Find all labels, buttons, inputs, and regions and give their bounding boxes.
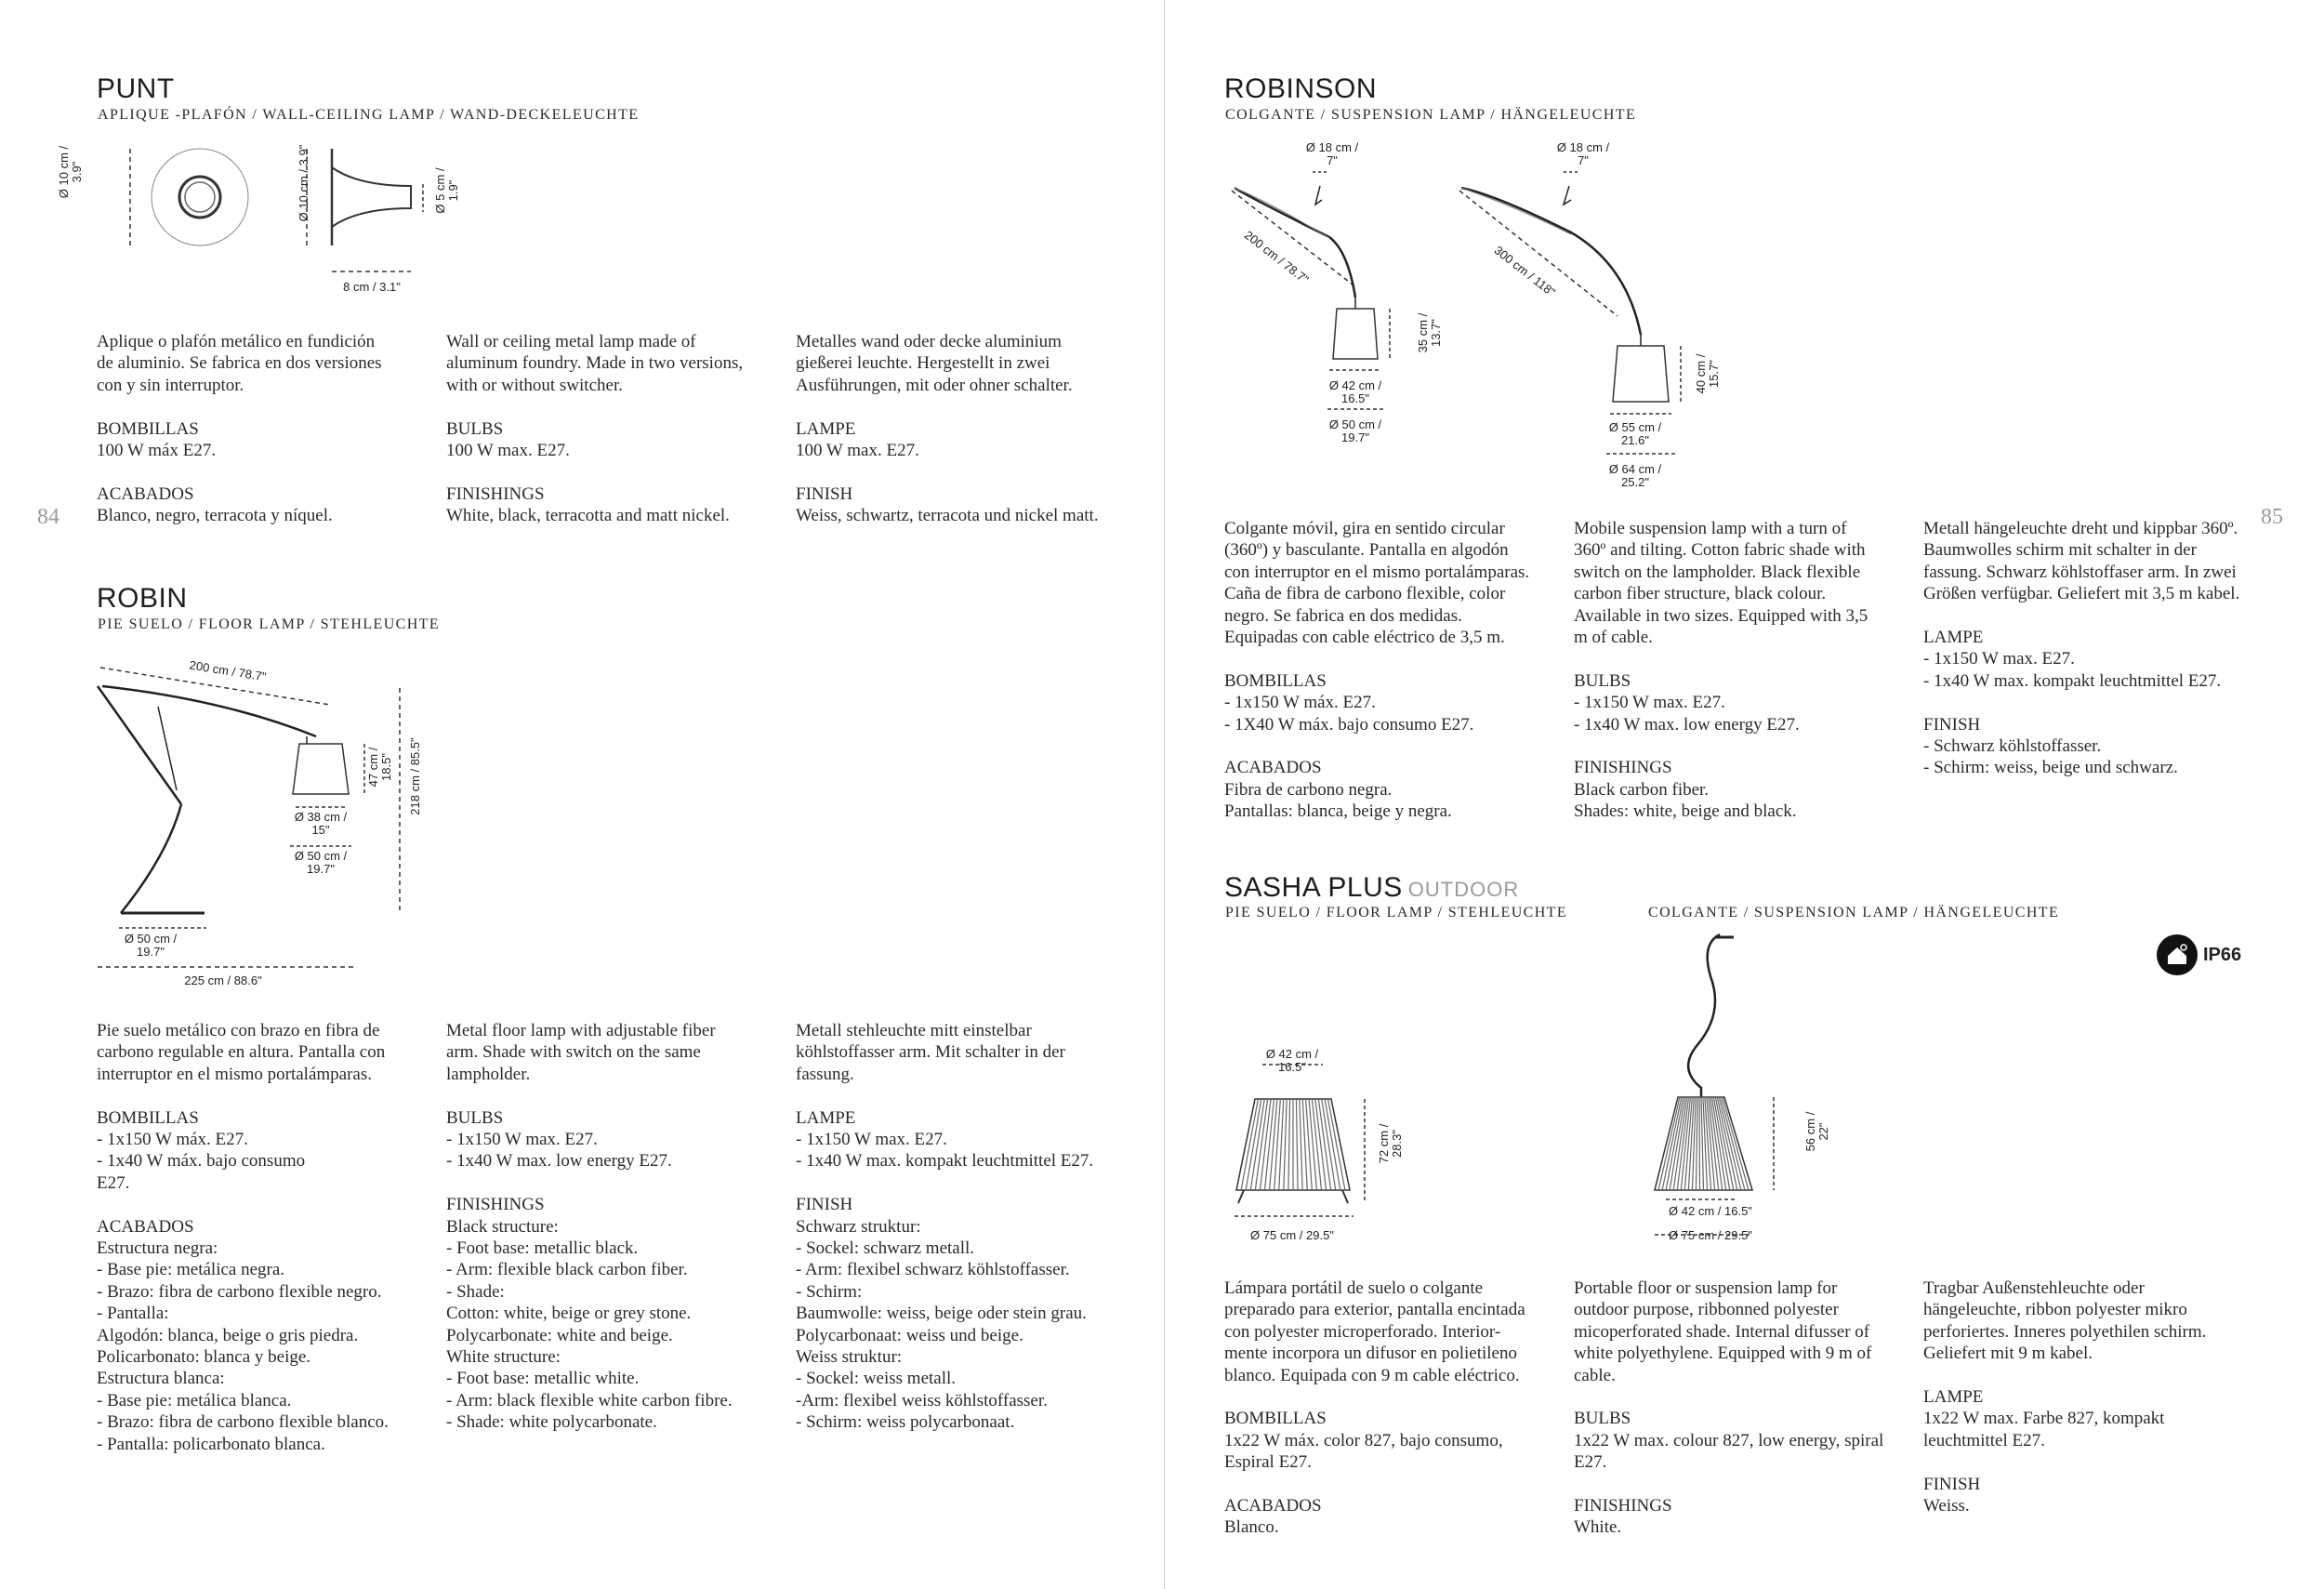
sasha-de-desc: Tragbar Außenstehleuchte oder hängeleuchte, ribbon polyester mikro perforiertes. Inneres polyethilen schirm. Geliefert mit 9 m kabel. <box>1923 1278 2207 1364</box>
robinson-title: ROBINSON <box>1224 73 1378 104</box>
sasha-es-bulbs: 1x22 W máx. color 827, bajo consumo, Espiral E27. <box>1224 1430 1503 1473</box>
robinson-large-dim-shade-h: 40 cm / 15.7" <box>1694 353 1721 394</box>
punt-subtitle: APLIQUE -PLAFÓN / WALL-CEILING LAMP / WAND-DECKELEUCHTE <box>98 107 640 123</box>
sasha-subtitle-pendant: COLGANTE / SUSPENSION LAMP / HÄNGELEUCHTE <box>1648 905 2060 920</box>
robin-dim-total-h: 218 cm / 85.5" <box>408 737 422 815</box>
sasha-en-bulbs-heading: BULBS <box>1574 1409 1631 1429</box>
punt-es-finish-heading: ACABADOS <box>97 483 194 504</box>
robinson-es-finish: Fibra de carbono negra. Pantallas: blanca, beige y negra. <box>1224 779 1452 822</box>
robinson-large-dim-shade-top: Ø 55 cm / 21.6" <box>1608 420 1662 447</box>
robin-en-desc: Metal floor lamp with adjustable fiber arm. Shade with switch on the same lampholder. <box>446 1021 716 1084</box>
robinson-en-bulbs-heading: BULBS <box>1574 670 1631 691</box>
robinson-es-bulbs: - 1x150 W máx. E27. - 1X40 W máx. bajo consumo E27. <box>1224 693 1474 735</box>
robin-es-bulbs: - 1x150 W máx. E27. - 1x40 W máx. bajo consumo E27. <box>97 1130 306 1193</box>
punt-es-bulbs-heading: BOMBILLAS <box>97 418 199 439</box>
robinson-en-finish: Black carbon fiber. Shades: white, beige and black. <box>1574 779 1797 822</box>
sasha-pendant-dim-height: 56 cm / 22" <box>1803 1111 1830 1152</box>
punt-de-bulbs: 100 W max. E27. <box>796 441 919 461</box>
page-spine <box>1164 0 1165 1589</box>
outdoor-house-icon <box>2157 934 2198 975</box>
robinson-de-bulbs: - 1x150 W max. E27. - 1x40 W max. kompakt leuchtmittel E27. <box>1923 649 2222 691</box>
robinson-col-en <box>1574 518 1918 823</box>
robin-en-finish: Black structure: - Foot base: metallic black. - Arm: flexible black carbon fiber. - Shade: Cotton: white, beige or grey stone. Polycarbonate: white and beige. White structure: - Foot base: metallic white. - Arm: black flexible white carbon fibre. - Shade: white polycarbonate. <box>446 1216 733 1433</box>
sasha-en-finish: White. <box>1574 1517 1622 1538</box>
punt-dim-side-small: Ø 5 cm / 1.9" <box>433 167 460 214</box>
punt-col-en <box>446 331 790 527</box>
punt-en-finish: White, black, terracotta and matt nickel. <box>446 506 730 526</box>
sasha-es-finish: Blanco. <box>1224 1517 1279 1538</box>
robin-dim-shade-top: Ø 38 cm / 15" <box>294 810 348 837</box>
punt-dim-front-diam: Ø 10 cm / 3.9" <box>57 145 84 199</box>
robin-de-finish-heading: FINISH <box>796 1195 853 1215</box>
robin-de-finish: Schwarz struktur: - Sockel: schwarz metall. - Arm: flexibel schwarz köhlstoffasser. - Schirm: Baumwolle: weiss, beige oder stein grau. Polycarbonaat: weiss und beige. Weiss struktur: - Sockel: weiss metall. -Arm: flexibel weiss köhlstoffasser. - Schirm: weiss polycarbonaat. <box>796 1216 1087 1433</box>
robinson-small-dim-shade-top: Ø 42 cm / 16.5" <box>1328 378 1382 405</box>
robin-title: ROBIN <box>97 583 188 614</box>
robin-dim-shade-h: 47 cm / 18.5" <box>366 747 393 788</box>
robin-col-es <box>97 1020 441 1455</box>
sasha-de-finish: Weiss. <box>1923 1496 1970 1516</box>
sasha-en-bulbs: 1x22 W max. colour 827, low energy, spiral E27. <box>1574 1430 1884 1473</box>
ip66-label: IP66 <box>2203 944 2242 965</box>
punt-en-bulbs: 100 W max. E27. <box>446 441 570 461</box>
robinson-es-bulbs-heading: BOMBILLAS <box>1224 670 1327 691</box>
robin-es-finish-heading: ACABADOS <box>97 1216 194 1237</box>
robinson-large-dim-canopy: Ø 18 cm / 7" <box>1556 140 1610 167</box>
punt-es-bulbs: 100 W máx E27. <box>97 441 217 461</box>
robinson-es-finish-heading: ACABADOS <box>1224 758 1322 778</box>
robin-dim-base: Ø 50 cm / 19.7" <box>124 932 178 959</box>
robin-es-bulbs-heading: BOMBILLAS <box>97 1107 199 1128</box>
robin-en-bulbs-heading: BULBS <box>446 1107 504 1128</box>
sasha-title-main: SASHA PLUS <box>1224 872 1403 903</box>
sasha-col-en <box>1574 1278 1918 1539</box>
sasha-title <box>1224 873 1519 905</box>
robin-en-bulbs: - 1x150 W max. E27. - 1x40 W max. low energy E27. <box>446 1130 672 1172</box>
punt-drawing <box>93 139 465 302</box>
ip66-badge <box>2157 934 2241 975</box>
robin-de-bulbs-heading: LAMPE <box>796 1107 856 1128</box>
robin-es-desc: Pie suelo metálico con brazo en fibra de carbono regulable en altura. Pantalla con interruptor en el mismo portalámparas. <box>97 1021 386 1084</box>
robinson-small-dim-shade-h: 35 cm / 13.7" <box>1416 312 1443 353</box>
robinson-large-dim-arm: 300 cm / 118" <box>1491 243 1558 299</box>
page-number-left: 84 <box>37 505 59 529</box>
punt-col-de <box>796 331 1149 527</box>
robinson-es-desc: Colgante móvil, gira en sentido circular (360º) y basculante. Pantalla en algodón con interruptor en el mismo portalámparas. Caña de fibra de carbono flexible, color negro. Se fabrica en dos medidas. Equipadas con cable eléctrico de 3,5 m. <box>1224 519 1530 648</box>
robin-de-desc: Metall stehleuchte mitt einstelbar köhlstoffasser arm. Mit schalter in der fassung. <box>796 1021 1065 1084</box>
robinson-small-dim-arm: 200 cm / 78.7" <box>1241 228 1312 287</box>
sasha-floor-dim-top: Ø 42 cm / 16.5" <box>1265 1047 1319 1074</box>
robin-dim-shade-bottom: Ø 50 cm / 19.7" <box>294 849 348 876</box>
sasha-de-bulbs-heading: LAMPE <box>1923 1387 1984 1408</box>
punt-es-finish: Blanco, negro, terracota y níquel. <box>97 506 333 526</box>
punt-de-bulbs-heading: LAMPE <box>796 418 856 439</box>
robinson-en-bulbs: - 1x150 W max. E27. - 1x40 W max. low energy E27. <box>1574 693 1800 735</box>
punt-col-es <box>97 331 441 527</box>
sasha-es-desc: Lámpara portátil de suelo o colgante preparado para exterior, pantalla encintada con polyester microperforado. Interior- mente incorpora un difusor en polietileno blanco. Equipada con 9 m cable eléctrico. <box>1224 1278 1525 1385</box>
sasha-en-finish-heading: FINISHINGS <box>1574 1496 1672 1516</box>
robinson-small-dim-shade-bottom: Ø 50 cm / 19.7" <box>1328 417 1382 444</box>
punt-en-finish-heading: FINISHINGS <box>446 483 545 504</box>
punt-en-desc: Wall or ceiling metal lamp made of aluminum foundry. Made in two versions, with or without switcher. <box>446 332 744 395</box>
sasha-de-finish-heading: FINISH <box>1923 1474 1981 1494</box>
sasha-col-de <box>1923 1278 2258 1516</box>
robin-dim-width: 225 cm / 88.6" <box>184 973 262 987</box>
punt-de-finish: Weiss, schwartz, terracota und nickel matt. <box>796 506 1099 526</box>
page-number-right: 85 <box>2261 505 2283 529</box>
sasha-es-bulbs-heading: BOMBILLAS <box>1224 1409 1327 1429</box>
sasha-en-desc: Portable floor or suspension lamp for outdoor purpose, ribbonned polyester micoperforated shade. Internal difusser of white polyethylene. Equipped with 9 m of cable. <box>1574 1278 1872 1385</box>
sasha-drawing <box>1218 920 1868 1255</box>
robin-de-bulbs: - 1x150 W max. E27. - 1x40 W max. kompakt leuchtmittel E27. <box>796 1130 1094 1172</box>
robin-dim-arm: 200 cm / 78.7" <box>188 657 268 684</box>
robinson-col-es <box>1224 518 1568 823</box>
sasha-floor-dim-base: Ø 75 cm / 29.5" <box>1250 1228 1334 1242</box>
robinson-de-finish-heading: FINISH <box>1923 714 1981 735</box>
robinson-en-finish-heading: FINISHINGS <box>1574 758 1672 778</box>
punt-de-finish-heading: FINISH <box>796 483 853 504</box>
punt-title: PUNT <box>97 73 175 104</box>
sasha-pendant-dim-base: Ø 75 cm / 29.5" <box>1669 1228 1752 1242</box>
robin-subtitle: PIE SUELO / FLOOR LAMP / STEHLEUCHTE <box>98 616 441 632</box>
robinson-subtitle: COLGANTE / SUSPENSION LAMP / HÄNGELEUCHTE <box>1225 107 1637 123</box>
robinson-de-bulbs-heading: LAMPE <box>1923 628 1984 648</box>
robinson-de-desc: Metall hängeleuchte dreht und kippbar 360º. Baumwolles schirm mit schalter in der fassung. Schwarz köhlstoffaser arm. In zwei Größen verfügbar. Geliefert mit 3,5 m kabel. <box>1923 519 2240 604</box>
sasha-floor-dim-height: 72 cm / 28.3" <box>1377 1123 1404 1164</box>
punt-dim-side-diam: Ø 10 cm / 3.9" <box>297 144 310 222</box>
punt-de-desc: Metalles wand oder decke aluminium gießerei leuchte. Hergestellt in zwei Ausführungen, mit oder ohner schalter. <box>796 332 1073 395</box>
punt-en-bulbs-heading: BULBS <box>446 418 504 439</box>
robinson-large-dim-shade-bottom: Ø 64 cm / 25.2" <box>1608 462 1662 489</box>
robin-col-en <box>446 1020 790 1434</box>
punt-dim-depth: 8 cm / 3.1" <box>343 280 401 294</box>
sasha-es-finish-heading: ACABADOS <box>1224 1496 1322 1516</box>
sasha-title-tag: OUTDOOR <box>1407 878 1520 901</box>
robin-col-de <box>796 1020 1149 1434</box>
robin-es-finish: Estructura negra: - Base pie: metálica negra. - Brazo: fibra de carbono flexible negro. - Pantalla: Algodón: blanca, beige o gris piedra. Policarbonato: blanca y beige. Estructura blanca: - Base pie: metálica blanca. - Brazo: fibra de carbono flexible blanco. - Pantalla: policarbonato blanca. <box>97 1238 389 1454</box>
robinson-small-dim-canopy: Ø 18 cm / 7" <box>1305 140 1359 167</box>
punt-es-desc: Aplique o plafón metálico en fundición de aluminio. Se fabrica en dos versiones con y sin interruptor. <box>97 332 382 395</box>
sasha-pendant-dim-top: Ø 42 cm / 16.5" <box>1669 1204 1752 1218</box>
sasha-col-es <box>1224 1278 1568 1539</box>
robinson-de-finish: - Schwarz köhlstoffasser. - Schirm: weiss, beige und schwarz. <box>1923 736 2178 778</box>
robinson-col-de <box>1923 518 2258 779</box>
sasha-subtitle-floor: PIE SUELO / FLOOR LAMP / STEHLEUCHTE <box>1225 905 1568 920</box>
robinson-en-desc: Mobile suspension lamp with a turn of 360º and tilting. Cotton fabric shade with switch on the lampholder. Black flexible carbon fiber structure, black colour. Available in two sizes. Equipped with 3,5 m of cable. <box>1574 519 1868 648</box>
sasha-de-bulbs: 1x22 W max. Farbe 827, kompakt leuchtmittel E27. <box>1923 1409 2165 1450</box>
robin-en-finish-heading: FINISHINGS <box>446 1195 545 1215</box>
